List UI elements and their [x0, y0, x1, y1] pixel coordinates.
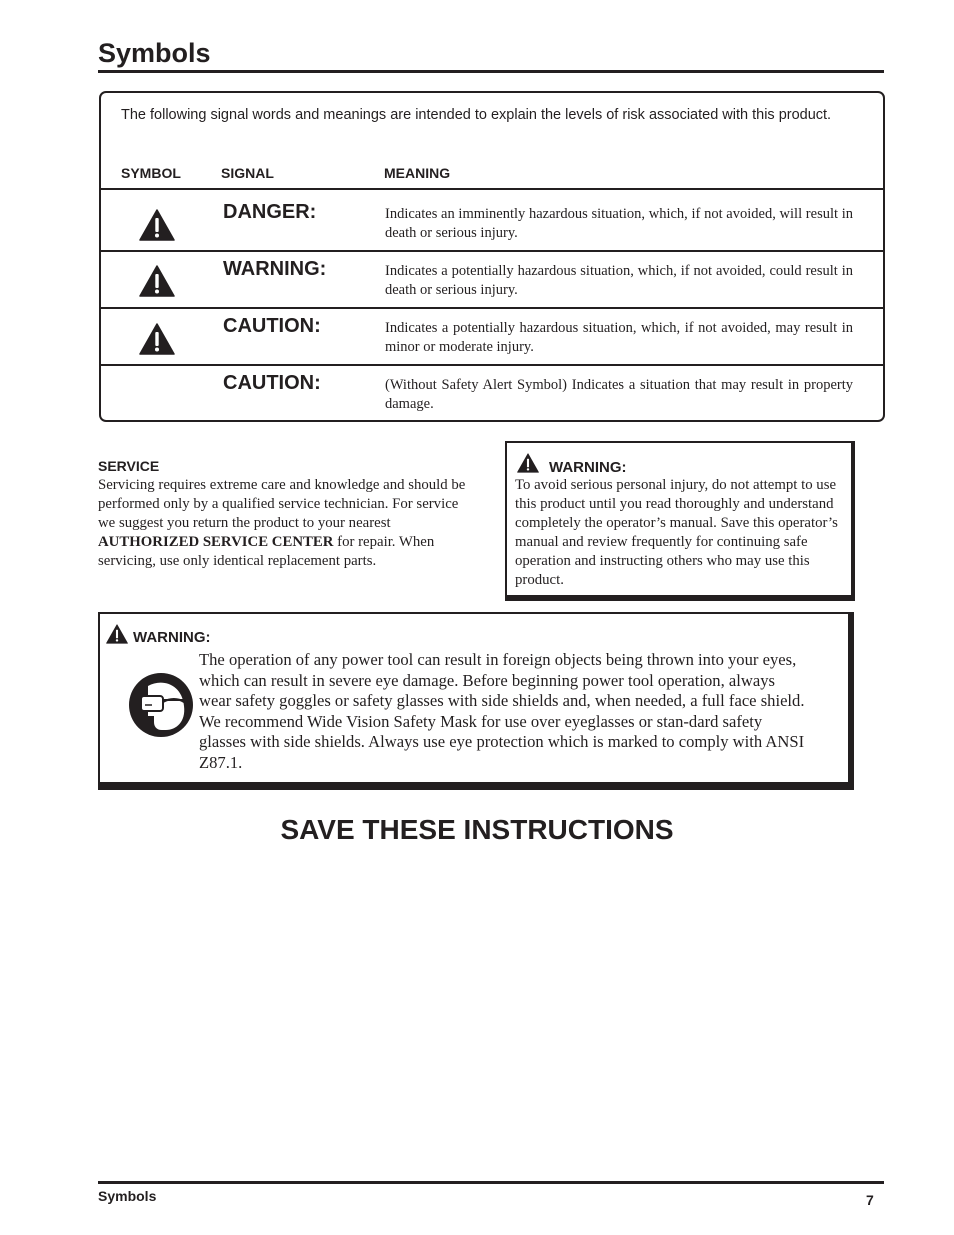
meaning-caution: Indicates a potentially hazardous situation, which, if not avoided, may result in minor or moderate injury.: [385, 320, 853, 355]
signal-caution-no-symbol: CAUTION:: [223, 372, 321, 394]
row-divider: [101, 250, 883, 252]
title-divider: [98, 70, 884, 73]
warning-manual-text: To avoid serious personal injury, do not attempt to use this product until you read thoroughly and understand completely the operator’s manual. Save this operator’s manual and review frequently for continuing safe operation and instructing others who may use this product.: [515, 477, 838, 588]
meaning-warning: Indicates a potentially hazardous situation, which, if not avoided, could result in death or serious injury.: [385, 263, 853, 298]
symbols-intro: The following signal words and meanings are intended to explain the levels of risk associated with this product.: [121, 107, 832, 123]
column-header-symbol: SYMBOL: [121, 165, 181, 181]
column-header-signal: SIGNAL: [221, 165, 274, 181]
signal-danger: DANGER:: [223, 201, 317, 223]
service-emphasis: AUTHORIZED SERVICE CENTER: [98, 534, 334, 550]
meaning-caution-no-symbol: (Without Safety Alert Symbol) Indicates a situation that may result in property damage.: [385, 377, 853, 412]
service-text-part: for repair. When servicing, use only identical replacement parts.: [98, 534, 435, 569]
signal-caution: CAUTION:: [223, 315, 321, 337]
safety-alert-icon: [139, 265, 175, 297]
page-title: Symbols: [98, 38, 211, 68]
safety-alert-icon: [139, 323, 175, 355]
warning-manual-box: [505, 441, 855, 601]
service-text-part: Servicing requires extreme care and knowledge and should be performed only by a qualified service technician. For service we suggest you return the product to your nearest: [98, 477, 466, 531]
warning-manual-title: WARNING:: [549, 459, 627, 476]
footer-divider: [98, 1181, 884, 1184]
footer-section-label: Symbols: [98, 1188, 157, 1204]
column-header-meaning: MEANING: [384, 165, 451, 181]
signal-warning: WARNING:: [223, 258, 327, 280]
warning-eye-box: [98, 612, 854, 790]
safety-glasses-icon: [128, 672, 194, 738]
symbols-table: [99, 91, 885, 422]
save-instructions-heading: SAVE THESE INSTRUCTIONS: [280, 814, 674, 845]
safety-alert-icon: [106, 624, 128, 644]
safety-alert-icon: [139, 209, 175, 241]
service-title: SERVICE: [98, 458, 160, 474]
meaning-danger: Indicates an imminently hazardous situation, which, if not avoided, will result in death or serious injury.: [385, 206, 853, 241]
page-number: 7: [866, 1192, 874, 1208]
row-divider: [101, 364, 883, 366]
safety-alert-icon: [517, 453, 539, 473]
row-divider: [101, 307, 883, 309]
warning-eye-text: The operation of any power tool can result in foreign objects being thrown into your eyes, which can result in severe eye damage. Before beginning power tool operation, always wear safety goggles or safety glasses with side shields and, when needed, a full face shield. We recommend Wide Vision Safety Mask for use over eyeglasses or stan-dard safety glasses with side shields. Always use eye protection which is marked to comply with ANSI Z87.1.: [199, 650, 805, 772]
warning-eye-title: WARNING:: [133, 629, 211, 646]
row-divider: [101, 188, 883, 190]
service-text: [98, 476, 473, 571]
